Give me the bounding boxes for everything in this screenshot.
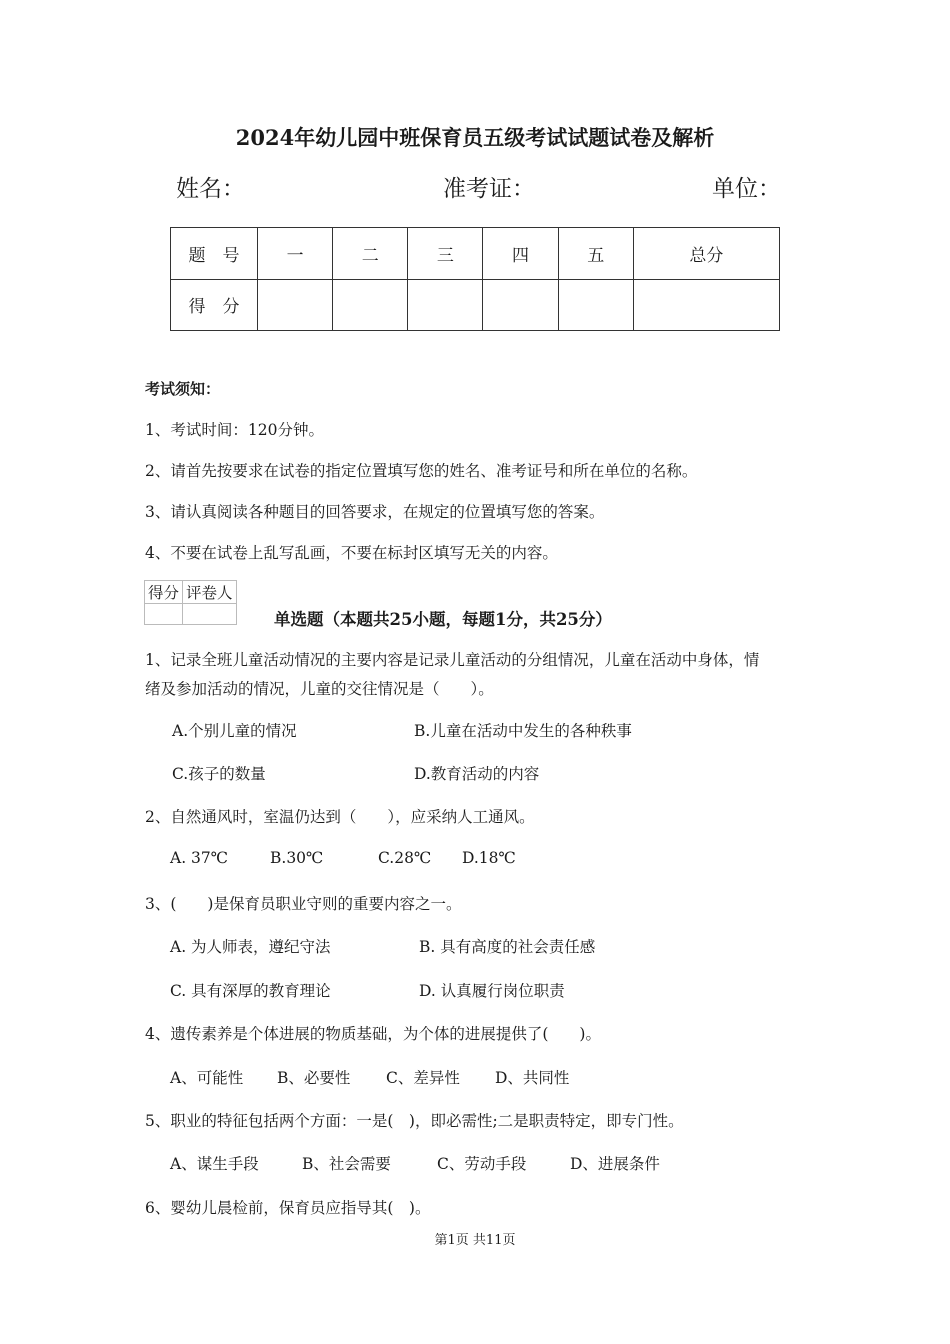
score-header-cell: 二: [333, 228, 408, 280]
page-title: 2024年幼儿园中班保育员五级考试试题试卷及解析: [235, 125, 715, 150]
score-table-score-row: [171, 279, 780, 331]
question-option: A、可能性: [170, 1069, 244, 1087]
question-text: 4、遗传素养是个体进展的物质基础，为个体的进展提供了( )。: [145, 1025, 601, 1043]
question-option: B.30℃: [270, 849, 324, 867]
score-header-cell: 四: [483, 228, 558, 280]
notice-title: 考试须知：: [145, 380, 221, 398]
grader-table: [144, 580, 237, 625]
score-header-cell: 总分: [633, 228, 779, 280]
question-option: D.18℃: [462, 849, 516, 867]
question-text: 1、记录全班儿童活动情况的主要内容是记录儿童活动的分组情况，儿童在活动中身体，情: [145, 651, 760, 669]
grader-name-cell: [183, 604, 237, 625]
question-text: 5、职业的特征包括两个方面：一是( )，即必需性;二是职责特定，即专门性。: [145, 1112, 684, 1130]
score-table: [170, 227, 780, 331]
question-option: D.教育活动的内容: [414, 765, 540, 783]
score-cell: [408, 279, 483, 331]
question-option: B、社会需要: [302, 1155, 391, 1173]
question-option: D. 认真履行岗位职责: [419, 982, 565, 1000]
unit-label: 单位：: [712, 176, 781, 202]
question-text: 3、( )是保育员职业守则的重要内容之一。: [145, 895, 462, 913]
score-header-cell: 三: [408, 228, 483, 280]
section-title: 单选题（本题共25小题，每题1分，共25分）: [274, 610, 612, 629]
question-option: A.个别儿童的情况: [172, 722, 297, 740]
exam-id-label: 准考证：: [443, 176, 535, 202]
grader-score-label: 得分: [145, 581, 183, 604]
score-header-cell: 题 号: [171, 228, 258, 280]
question-option: A. 为人师表，遵纪守法: [170, 938, 331, 956]
question-text: 6、婴幼儿晨检前，保育员应指导其( )。: [145, 1199, 431, 1217]
question-option: C.28℃: [378, 849, 432, 867]
score-cell: [633, 279, 779, 331]
question-option: B、必要性: [277, 1069, 351, 1087]
page-footer: 第1页 共11页: [434, 1233, 516, 1248]
question-option: B.儿童在活动中发生的各种秩事: [414, 722, 632, 740]
score-cell: [258, 279, 333, 331]
notice-item: 3、请认真阅读各种题目的回答要求，在规定的位置填写您的答案。: [145, 503, 605, 521]
question-text: 2、自然通风时，室温仍达到（ ），应采纳人工通风。: [145, 808, 535, 826]
score-row-label: 得 分: [171, 279, 258, 331]
score-table-header-row: [171, 228, 780, 280]
grader-score-cell: [145, 604, 183, 625]
score-header-cell: 一: [258, 228, 333, 280]
question-option: D、共同性: [495, 1069, 570, 1087]
score-cell: [483, 279, 558, 331]
question-option: B. 具有高度的社会责任感: [419, 938, 596, 956]
question-option: A、谋生手段: [170, 1155, 259, 1173]
score-cell: [558, 279, 633, 331]
grader-label: 评卷人: [183, 581, 237, 604]
score-cell: [333, 279, 408, 331]
question-option: C、劳动手段: [437, 1155, 527, 1173]
question-option: C. 具有深厚的教育理论: [170, 982, 331, 1000]
question-option: D、进展条件: [570, 1155, 660, 1173]
name-label: 姓名：: [176, 176, 245, 202]
notice-item: 1、考试时间：120分钟。: [145, 421, 324, 439]
question-option: C.孩子的数量: [172, 765, 266, 783]
score-header-cell: 五: [558, 228, 633, 280]
question-option: C、差异性: [386, 1069, 460, 1087]
question-option: A. 37℃: [170, 849, 229, 867]
notice-item: 4、不要在试卷上乱写乱画，不要在标封区填写无关的内容。: [145, 544, 558, 562]
notice-item: 2、请首先按要求在试卷的指定位置填写您的姓名、准考证号和所在单位的名称。: [145, 462, 698, 480]
question-text: 绪及参加活动的情况，儿童的交往情况是（ ）。: [145, 680, 494, 698]
